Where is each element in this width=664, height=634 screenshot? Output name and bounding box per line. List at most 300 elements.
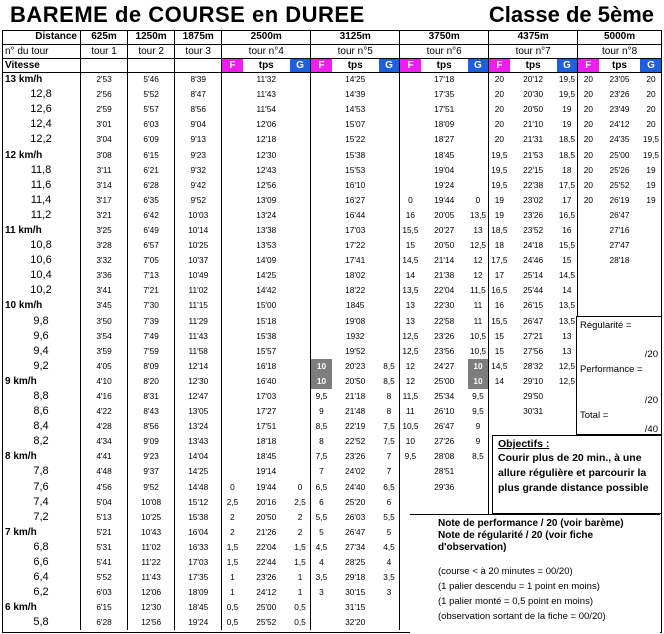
- value-cell: [311, 314, 332, 329]
- value-cell: 13'09: [256, 194, 277, 205]
- value-cell: 10: [405, 436, 416, 447]
- value-cell: [599, 268, 641, 283]
- value-cell: 19: [557, 117, 578, 132]
- value-cell: 7,5: [315, 451, 328, 462]
- tour-cell: tour 1: [80, 44, 127, 58]
- value-cell: 10,5: [468, 344, 489, 359]
- value-cell: 26'47: [609, 209, 630, 220]
- value-cell: [578, 298, 599, 313]
- value-cell: 18'27: [434, 134, 455, 145]
- value-cell: 11: [406, 406, 415, 417]
- value-cell: 3'32: [80, 253, 127, 268]
- value-cell: 0: [408, 194, 413, 205]
- value-cell: 1,5: [226, 541, 239, 552]
- note-rule-4: (observation sortant de la fiche = 00/20): [438, 611, 606, 622]
- value-cell: 2: [290, 525, 311, 540]
- value-cell: [311, 72, 332, 87]
- value-cell: [222, 359, 243, 374]
- value-cell: 22'52: [345, 436, 366, 447]
- value-cell: 5'41: [80, 555, 127, 570]
- value-cell: 12,5: [402, 345, 419, 356]
- value-cell: 16'10: [345, 179, 366, 190]
- value-cell: [489, 419, 510, 434]
- tps-header: tps: [332, 58, 379, 72]
- value-cell: 23'52: [523, 224, 544, 235]
- value-cell: 6,5: [379, 480, 400, 495]
- table-row: [2, 404, 662, 419]
- note-performance: Note de performance / 20 (voir barème): [438, 518, 624, 529]
- value-cell: 5'04: [80, 495, 127, 510]
- value-cell: 3'11: [80, 163, 127, 178]
- value-cell: 24'18: [523, 240, 544, 251]
- value-cell: [222, 117, 243, 132]
- value-cell: 7'21: [128, 283, 175, 298]
- value-cell: 21'53: [523, 149, 544, 160]
- value-cell: 12'43: [256, 164, 277, 175]
- tps-header: tps: [243, 58, 290, 72]
- table-row: [2, 314, 662, 329]
- value-cell: 27'21: [523, 330, 544, 341]
- value-cell: [578, 238, 599, 253]
- value-cell: 11,5: [468, 283, 489, 298]
- value-cell: [222, 163, 243, 178]
- value-cell: 21'38: [434, 270, 455, 281]
- table-row: [2, 238, 662, 253]
- value-cell: 8,5: [379, 359, 400, 374]
- value-cell: 2'53: [80, 72, 127, 87]
- value-cell: 9,5: [468, 389, 489, 404]
- value-cell: 10'37: [175, 253, 222, 268]
- value-cell: [222, 253, 243, 268]
- value-cell: [468, 495, 489, 510]
- value-cell: 2: [290, 510, 311, 525]
- speed-cell: 12,4: [2, 117, 80, 132]
- value-cell: 12'47: [175, 389, 222, 404]
- value-cell: 15'00: [256, 300, 277, 311]
- value-cell: 15'07: [345, 119, 366, 130]
- value-cell: 24'27: [434, 360, 455, 371]
- value-cell: 32'20: [345, 617, 366, 628]
- value-cell: 7: [379, 464, 400, 479]
- value-cell: [290, 464, 311, 479]
- table-row: [2, 268, 662, 283]
- value-cell: 13'05: [175, 404, 222, 419]
- value-cell: 11'02: [128, 540, 175, 555]
- value-cell: 20: [583, 134, 593, 145]
- tps-header: tps: [510, 58, 557, 72]
- value-cell: 13: [405, 300, 416, 311]
- value-cell: 14: [557, 283, 578, 298]
- tour-cell: tour n°5: [311, 44, 400, 58]
- value-cell: 16'33: [175, 540, 222, 555]
- table-row: [2, 87, 662, 102]
- distance-cell: 3750m: [400, 30, 489, 44]
- notes-panel: [410, 514, 660, 633]
- value-cell: 7'13: [128, 268, 175, 283]
- value-cell: [379, 223, 400, 238]
- value-cell: 20: [583, 164, 593, 175]
- objectifs-title: Objectifs :: [498, 438, 550, 450]
- value-cell: 17'35: [434, 89, 455, 100]
- value-cell: [290, 359, 311, 374]
- value-cell: 20'50: [345, 375, 366, 386]
- speed-cell: 11,8: [2, 163, 80, 178]
- value-cell: 14'53: [345, 104, 366, 115]
- value-cell: 30'15: [345, 587, 366, 598]
- value-cell: 18: [494, 240, 504, 251]
- table-row: [2, 344, 662, 359]
- tps-header: tps: [599, 58, 641, 72]
- value-cell: [290, 208, 311, 223]
- value-cell: 24'02: [345, 466, 366, 477]
- value-cell: 21'18: [345, 391, 366, 402]
- value-cell: 20'50: [523, 104, 544, 115]
- value-cell: [400, 87, 421, 102]
- value-cell: 23'02: [523, 194, 544, 205]
- value-cell: [468, 117, 489, 132]
- value-cell: [379, 600, 400, 615]
- value-cell: 20'12: [523, 74, 544, 85]
- value-cell: [290, 434, 311, 449]
- value-cell: [400, 495, 421, 510]
- table-row: [2, 117, 662, 132]
- g-header: G: [290, 58, 311, 72]
- value-cell: 12,5: [557, 374, 578, 389]
- speed-cell: 8,2: [2, 434, 80, 449]
- value-cell: 17,5: [491, 255, 508, 266]
- tour-cell: tour 2: [128, 44, 175, 58]
- value-cell: 27'16: [609, 224, 630, 235]
- value-cell: 14'25: [345, 74, 366, 85]
- value-cell: [379, 132, 400, 147]
- speed-cell: 9,2: [2, 359, 80, 374]
- value-cell: 12'30: [256, 149, 277, 160]
- value-cell: 15'38: [256, 330, 277, 341]
- title-bar: [2, 0, 662, 30]
- value-cell: [400, 480, 421, 495]
- value-cell: 3'14: [80, 178, 127, 193]
- value-cell: 5'31: [80, 540, 127, 555]
- value-cell: 26'19: [609, 194, 630, 205]
- tour-cell: tour n°6: [400, 44, 489, 58]
- value-cell: 11'43: [175, 329, 222, 344]
- value-cell: 0: [230, 481, 235, 492]
- value-cell: 31'15: [345, 602, 366, 613]
- value-cell: 10'14: [175, 223, 222, 238]
- value-cell: 7: [379, 449, 400, 464]
- value-cell: 14: [405, 270, 416, 281]
- speed-cell: 11,2: [2, 208, 80, 223]
- value-cell: 3'50: [80, 314, 127, 329]
- value-cell: 26'03: [345, 511, 366, 522]
- value-cell: 20: [583, 119, 593, 130]
- table-row: [2, 419, 662, 434]
- value-cell: [290, 223, 311, 238]
- g-header: G: [557, 58, 578, 72]
- speed-cell: 8,6: [2, 404, 80, 419]
- value-cell: [222, 419, 243, 434]
- value-cell: 10'25: [175, 238, 222, 253]
- value-cell: [379, 163, 400, 178]
- tour-cell: tour n°8: [578, 44, 662, 58]
- value-cell: [578, 253, 599, 268]
- speed-cell: 12,8: [2, 87, 80, 102]
- speed-cell: 11,6: [2, 178, 80, 193]
- value-cell: 17: [557, 193, 578, 208]
- value-cell: 13: [468, 223, 489, 238]
- value-cell: 13'24: [256, 209, 277, 220]
- value-cell: 30'31: [523, 406, 544, 417]
- value-cell: 16: [494, 300, 504, 311]
- value-cell: [510, 419, 557, 434]
- value-cell: 2,5: [290, 495, 311, 510]
- value-cell: 0: [468, 193, 489, 208]
- value-cell: 13: [557, 329, 578, 344]
- value-cell: 20: [494, 89, 504, 100]
- value-cell: [468, 102, 489, 117]
- value-cell: 16: [557, 223, 578, 238]
- value-cell: 4: [379, 555, 400, 570]
- value-cell: 18,5: [557, 132, 578, 147]
- value-cell: 19,5: [491, 164, 508, 175]
- value-cell: 6'49: [128, 223, 175, 238]
- value-cell: [379, 238, 400, 253]
- value-cell: 8: [379, 389, 400, 404]
- value-cell: 9'42: [175, 178, 222, 193]
- value-cell: [400, 72, 421, 87]
- value-cell: 4,5: [315, 541, 328, 552]
- value-cell: [640, 253, 661, 268]
- value-cell: [290, 193, 311, 208]
- value-cell: 16,5: [557, 208, 578, 223]
- speed-cell: 9,8: [2, 314, 80, 329]
- value-cell: 20'30: [523, 89, 544, 100]
- value-cell: 2,5: [226, 496, 239, 507]
- value-cell: 4'41: [80, 449, 127, 464]
- value-cell: [468, 464, 489, 479]
- value-cell: [640, 223, 661, 238]
- value-cell: 16'44: [345, 209, 366, 220]
- tour-cell: tour n°7: [489, 44, 578, 58]
- note-rule-3: (1 palier monté = 0,5 point en moins): [438, 596, 593, 607]
- vitesse-label: Vitesse: [2, 58, 80, 72]
- value-cell: [222, 178, 243, 193]
- speed-cell: 6,8: [2, 540, 80, 555]
- value-cell: [222, 87, 243, 102]
- value-cell: 15,5: [402, 224, 419, 235]
- f-header: F: [578, 58, 599, 72]
- value-cell: 15'22: [345, 134, 366, 145]
- value-cell: [311, 268, 332, 283]
- value-cell: 7'49: [128, 329, 175, 344]
- value-cell: [290, 404, 311, 419]
- value-cell: 11'43: [256, 89, 276, 100]
- value-cell: 21'48: [345, 406, 366, 417]
- speed-cell: 12,6: [2, 102, 80, 117]
- value-cell: 12'30: [175, 374, 222, 389]
- value-cell: [379, 117, 400, 132]
- speed-cell: 12 km/h: [2, 147, 80, 162]
- value-cell: 16'27: [345, 194, 366, 205]
- total-label: Total =: [580, 410, 609, 421]
- value-cell: [468, 147, 489, 162]
- value-cell: [557, 389, 578, 404]
- value-cell: 19'08: [345, 315, 366, 326]
- value-cell: [222, 344, 243, 359]
- note-regularite: Note de régularité / 20 (voir fiche d'observation): [438, 530, 594, 553]
- value-cell: [290, 253, 311, 268]
- value-cell: 9'52: [175, 193, 222, 208]
- value-cell: [290, 344, 311, 359]
- note-rule-2: (1 palier descendu = 1 point en moins): [438, 581, 600, 592]
- value-cell: [400, 163, 421, 178]
- value-cell: 0,5: [226, 602, 239, 613]
- value-cell: 19: [646, 194, 656, 205]
- g-header: G: [640, 58, 661, 72]
- value-cell: 10'03: [175, 208, 222, 223]
- value-cell: [379, 208, 400, 223]
- value-cell: 19: [646, 164, 656, 175]
- value-cell: 8'56: [128, 419, 175, 434]
- tour-cell: tour n°4: [222, 44, 311, 58]
- value-cell: 3'01: [80, 117, 127, 132]
- value-cell: [222, 389, 243, 404]
- table-row: [2, 208, 662, 223]
- value-cell: 11,5: [402, 391, 419, 402]
- value-cell: 17'18: [434, 74, 455, 85]
- value-cell: 16: [405, 209, 416, 220]
- value-cell: 12'56: [128, 615, 175, 630]
- value-cell: 5'57: [128, 102, 175, 117]
- value-cell: 9: [468, 434, 489, 449]
- value-cell: 24'46: [523, 255, 544, 266]
- value-cell: 9'09: [128, 434, 175, 449]
- value-cell: 12'18: [256, 134, 277, 145]
- value-cell: 24'12: [256, 587, 277, 598]
- value-cell: 20'16: [256, 496, 277, 507]
- value-cell: [222, 102, 243, 117]
- value-cell: 23'26: [609, 89, 630, 100]
- value-cell: 18'45: [175, 600, 222, 615]
- value-cell: 19,5: [557, 87, 578, 102]
- value-cell: [222, 449, 243, 464]
- value-cell: [400, 132, 421, 147]
- value-cell: 10'49: [175, 268, 222, 283]
- value-cell: 18'45: [256, 451, 277, 462]
- value-cell: 7: [319, 466, 324, 477]
- value-cell: 9'04: [175, 117, 222, 132]
- value-cell: 20: [494, 134, 504, 145]
- speed-cell: 9,4: [2, 344, 80, 359]
- speed-cell: 7,8: [2, 464, 80, 479]
- value-cell: 20: [494, 74, 504, 85]
- value-cell: 10'08: [128, 495, 175, 510]
- value-cell: 22'19: [345, 421, 366, 432]
- value-cell: 10: [311, 359, 332, 374]
- value-cell: [290, 329, 311, 344]
- table-row: [2, 72, 662, 87]
- value-cell: 5,5: [315, 511, 328, 522]
- value-cell: 3'41: [80, 283, 127, 298]
- value-cell: 20: [583, 74, 593, 85]
- value-cell: [290, 163, 311, 178]
- distance-cell: 1250m: [128, 30, 175, 44]
- value-cell: 8'47: [175, 87, 222, 102]
- value-cell: 15,5: [491, 315, 508, 326]
- value-cell: 25'00: [256, 602, 277, 613]
- speed-cell: 6 km/h: [2, 600, 80, 615]
- value-cell: 6'57: [128, 238, 175, 253]
- value-cell: 6'03: [128, 117, 175, 132]
- value-cell: [311, 253, 332, 268]
- value-cell: [400, 147, 421, 162]
- value-cell: 16'04: [175, 525, 222, 540]
- value-cell: [290, 132, 311, 147]
- speed-cell: 10,2: [2, 283, 80, 298]
- value-cell: 1: [230, 587, 235, 598]
- value-cell: 12,5: [402, 330, 419, 341]
- value-cell: 14,5: [491, 360, 508, 371]
- value-cell: [468, 480, 489, 495]
- value-cell: 0,5: [290, 615, 311, 630]
- value-cell: 19: [646, 179, 656, 190]
- value-cell: 23'26: [256, 572, 277, 583]
- speed-cell: 13 km/h: [2, 72, 80, 87]
- value-cell: 9,5: [468, 404, 489, 419]
- value-cell: 12'06: [256, 119, 277, 130]
- value-cell: [421, 495, 468, 510]
- value-cell: 17'03: [345, 224, 366, 235]
- value-cell: 15,5: [557, 238, 578, 253]
- value-cell: 20'05: [434, 209, 455, 220]
- value-cell: 22'58: [434, 315, 455, 326]
- value-cell: [290, 87, 311, 102]
- value-cell: 20: [646, 119, 656, 130]
- value-cell: 11'54: [256, 104, 276, 115]
- value-cell: 15: [405, 240, 416, 251]
- value-cell: 1: [230, 572, 235, 583]
- value-cell: 18'22: [345, 285, 366, 296]
- value-cell: [290, 298, 311, 313]
- tour-label: n° du tour: [2, 44, 80, 58]
- value-cell: 13,5: [402, 285, 419, 296]
- value-cell: 12: [405, 375, 416, 386]
- value-cell: 19,5: [642, 149, 660, 160]
- value-cell: 20: [646, 104, 656, 115]
- value-cell: 19'14: [256, 466, 277, 477]
- value-cell: 20: [583, 194, 593, 205]
- value-cell: 6'15: [80, 600, 127, 615]
- value-cell: 29'50: [523, 391, 544, 402]
- value-cell: 6'15: [128, 147, 175, 162]
- value-cell: 22'15: [523, 164, 544, 175]
- value-cell: 29'18: [345, 572, 366, 583]
- value-cell: 12: [468, 268, 489, 283]
- value-cell: 6'35: [128, 193, 175, 208]
- value-cell: [311, 117, 332, 132]
- value-cell: 8'43: [128, 404, 175, 419]
- value-cell: [468, 72, 489, 87]
- value-cell: 18'02: [345, 270, 366, 281]
- value-cell: [578, 208, 599, 223]
- value-cell: 20: [583, 89, 593, 100]
- value-cell: 24'40: [345, 481, 366, 492]
- value-cell: 20: [583, 149, 593, 160]
- value-cell: 19'04: [434, 164, 455, 175]
- value-cell: [311, 102, 332, 117]
- value-cell: 7,5: [379, 419, 400, 434]
- value-cell: 14'42: [256, 285, 277, 296]
